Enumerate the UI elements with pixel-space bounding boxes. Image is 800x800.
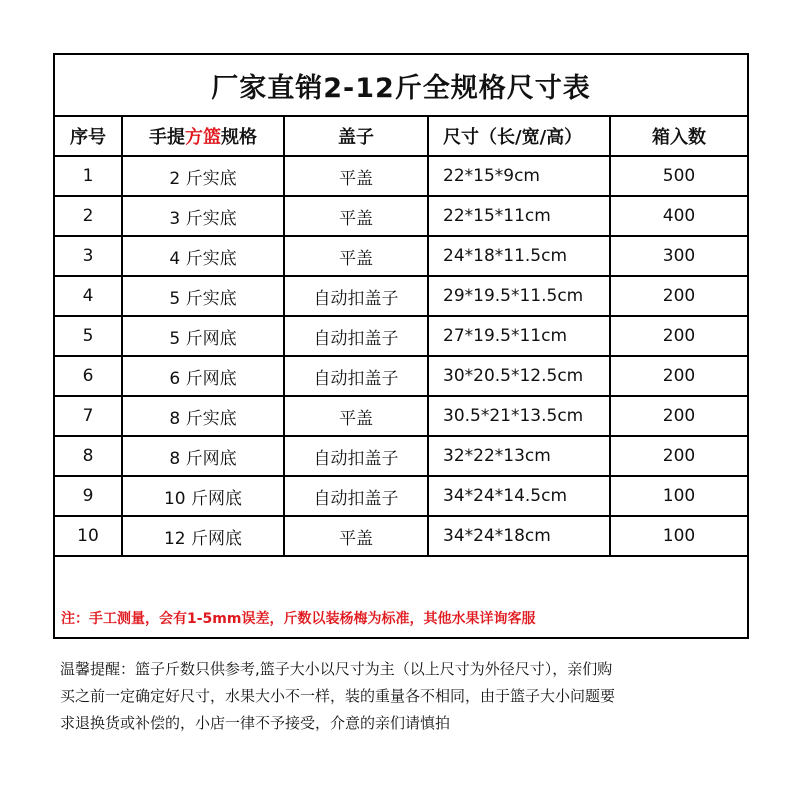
cell-spec: 12 斤网底: [122, 516, 284, 556]
table-row: [55, 196, 747, 236]
cell-lid: 平盖: [284, 156, 428, 196]
cell-size: 30.5*21*13.5cm: [428, 396, 610, 436]
cell-index: 4: [55, 276, 122, 316]
header-spec: [122, 117, 284, 156]
cell-index: 8: [55, 436, 122, 476]
measurement-note: 注：手工测量，会有1-5mm误差，斤数以装杨梅为标准，其他水果详询客服: [61, 611, 536, 627]
header-size: 尺寸（长/宽/高）: [428, 117, 610, 156]
cell-lid: 平盖: [284, 236, 428, 276]
cell-qty: 200: [610, 316, 747, 356]
cell-lid: 平盖: [284, 516, 428, 556]
cell-spec: 10 斤网底: [122, 476, 284, 516]
reminder-line: 买之前一定确定好尺寸，水果大小不一样，装的重量各不相同，由于篮子大小问题要: [60, 687, 616, 705]
cell-qty: 100: [610, 476, 747, 516]
cell-lid: 自动扣盖子: [284, 476, 428, 516]
cell-size: 29*19.5*11.5cm: [428, 276, 610, 316]
table-body: [55, 156, 747, 556]
cell-size: 34*24*14.5cm: [428, 476, 610, 516]
cell-qty: 300: [610, 236, 747, 276]
header-spec-highlight: 方篮: [185, 127, 221, 148]
cell-index: 1: [55, 156, 122, 196]
table-row: [55, 236, 747, 276]
cell-qty: 200: [610, 276, 747, 316]
table-row: [55, 516, 747, 556]
cell-qty: 100: [610, 516, 747, 556]
table-row: [55, 476, 747, 516]
cell-lid: 自动扣盖子: [284, 356, 428, 396]
table-row: [55, 156, 747, 196]
cell-spec: 8 斤网底: [122, 436, 284, 476]
cell-lid: 自动扣盖子: [284, 276, 428, 316]
cell-index: 10: [55, 516, 122, 556]
cell-size: 27*19.5*11cm: [428, 316, 610, 356]
cell-spec: 5 斤实底: [122, 276, 284, 316]
cell-size: 30*20.5*12.5cm: [428, 356, 610, 396]
cell-index: 2: [55, 196, 122, 236]
table-header-row: [55, 117, 747, 156]
reminder-line: 求退换货或补偿的，小店一律不予接受，介意的亲们请慎拍: [60, 714, 451, 732]
cell-index: 7: [55, 396, 122, 436]
table-row: [55, 356, 747, 396]
cell-index: 3: [55, 236, 122, 276]
header-index: 序号: [55, 117, 122, 156]
cell-spec: 3 斤实底: [122, 196, 284, 236]
chart-title: 厂家直销2-12斤全规格尺寸表: [55, 55, 747, 117]
cell-qty: 400: [610, 196, 747, 236]
cell-spec: 8 斤实底: [122, 396, 284, 436]
header-qty: 箱入数: [610, 117, 747, 156]
cell-spec: 5 斤网底: [122, 316, 284, 356]
reminder-line: 温馨提醒：篮子斤数只供参考,篮子大小以尺寸为主（以上尺寸为外径尺寸），亲们购: [60, 660, 613, 678]
cell-size: 24*18*11.5cm: [428, 236, 610, 276]
cell-lid: 自动扣盖子: [284, 316, 428, 356]
cell-size: 32*22*13cm: [428, 436, 610, 476]
cell-qty: 500: [610, 156, 747, 196]
cell-qty: 200: [610, 396, 747, 436]
cell-qty: 200: [610, 436, 747, 476]
table-row: [55, 276, 747, 316]
spec-table: [55, 117, 747, 557]
cell-lid: 平盖: [284, 196, 428, 236]
header-spec-prefix: 手提: [149, 127, 185, 148]
size-chart: [53, 53, 749, 639]
cell-index: 5: [55, 316, 122, 356]
cell-spec: 4 斤实底: [122, 236, 284, 276]
cell-spec: 6 斤网底: [122, 356, 284, 396]
cell-index: 9: [55, 476, 122, 516]
table-row: [55, 316, 747, 356]
reminder-text: [60, 656, 750, 737]
cell-size: 34*24*18cm: [428, 516, 610, 556]
header-spec-suffix: 规格: [221, 127, 257, 148]
cell-lid: 平盖: [284, 396, 428, 436]
table-row: [55, 396, 747, 436]
cell-lid: 自动扣盖子: [284, 436, 428, 476]
table-row: [55, 436, 747, 476]
cell-qty: 200: [610, 356, 747, 396]
cell-size: 22*15*11cm: [428, 196, 610, 236]
cell-index: 6: [55, 356, 122, 396]
header-lid: 盖子: [284, 117, 428, 156]
cell-size: 22*15*9cm: [428, 156, 610, 196]
cell-spec: 2 斤实底: [122, 156, 284, 196]
